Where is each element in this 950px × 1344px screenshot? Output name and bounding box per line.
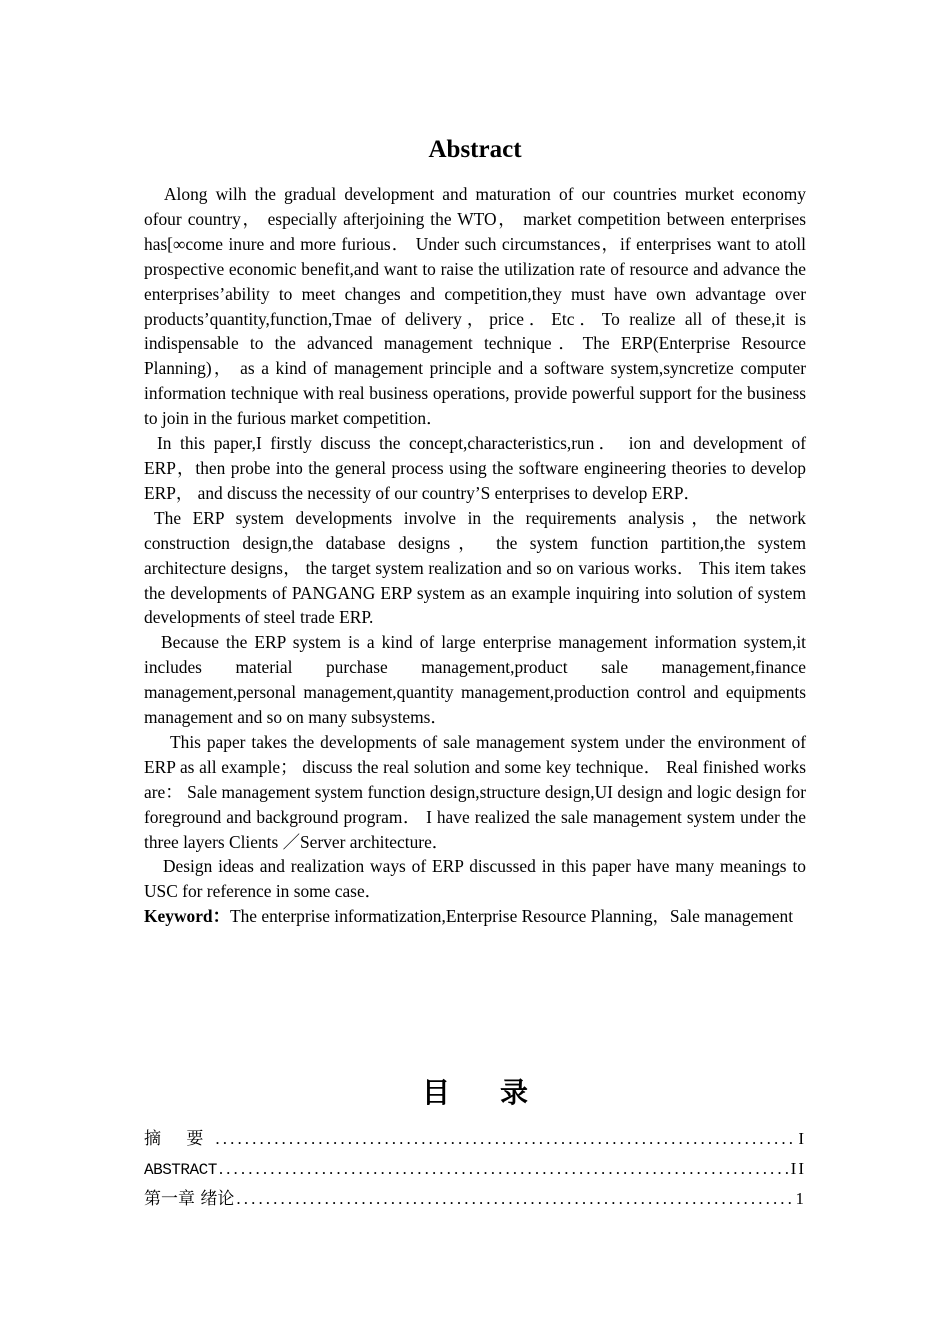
toc-entry-label: ABSTRACT	[144, 1161, 217, 1179]
abstract-paragraph: The ERP system developments involve in the requirements analysis，the network construction design,the database designs， the system function partition,the system architecture designs， the target system realization and so on various works． This item takes the developments of PANGANG ERP system as an example inquiring into solution of system developments of steel trade ERP.	[144, 507, 806, 628]
toc-entry-label: 摘 要	[144, 1129, 214, 1149]
abstract-paragraph: This paper takes the developments of sale management system under the environment of ERP as all example； discuss the real solution and some key technique． Real finished works are： Sale management system function design,structure design,UI design and logic design for foreground and background program． I have realized the sale management system under the three layers Clients ／Server architecture．	[144, 731, 806, 852]
toc-entry[interactable]	[144, 1184, 806, 1214]
keyword-text: The enterprise informatization,Enterprise Resource Planning，Sale management	[229, 906, 794, 927]
table-of-contents	[144, 1124, 806, 1214]
keyword-label: Keyword：	[144, 906, 230, 927]
toc-leader-dots	[215, 1124, 796, 1154]
toc-title: 目录	[421, 1076, 578, 1109]
abstract-title: Abstract	[428, 136, 522, 163]
toc-entry-page: I	[798, 1129, 806, 1148]
toc-entry-page: 1	[795, 1189, 806, 1208]
abstract-paragraph: Along wilh the gradual development and maturation of our countries murket economy ofour country， especially afterjoining the WTO， market competition between enterprises has[∞come inure and more furious． Under such circumstances，if enterprises want to atoll prospective economic benefit,and want to raise the utilization rate of resource and advance the enterprises’ability to meet changes and competition,they must have own advantage over products’quantity,function,Tmae of delivery，price．Etc．To realize all of these,it is indispensable to the advanced management technique．The ERP(Enterprise Resource Planning)， as a kind of management principle and a software system,syncretize computer information technique with real business operations, provide powerful support for the business to join in the furious market competition．	[144, 184, 806, 429]
toc-leader-dots	[219, 1154, 789, 1184]
toc-entry-page: II	[790, 1159, 806, 1178]
toc-entry[interactable]	[144, 1154, 806, 1184]
toc-entry-label: 第一章 绪论	[144, 1189, 235, 1209]
toc-leader-dots	[236, 1184, 793, 1214]
abstract-body	[144, 182, 806, 929]
abstract-paragraph: In this paper,I firstly discuss the concept,characteristics,run． ion and development of ERP，then probe into the general process using the software engineering theories to develop ERP， and discuss the necessity of our country’S enterprises to develop ERP．	[144, 433, 806, 503]
abstract-paragraph: Because the ERP system is a kind of large enterprise management information system,it includes material purchase management,product sale management,finance management,personal management,quantity management,production control and equipments management and so on many subsystems．	[144, 632, 806, 728]
toc-entry[interactable]	[144, 1124, 806, 1154]
keyword-line	[144, 904, 806, 929]
abstract-paragraph: Design ideas and realization ways of ERP discussed in this paper have many meanings to USC for reference in some case．	[144, 856, 806, 902]
